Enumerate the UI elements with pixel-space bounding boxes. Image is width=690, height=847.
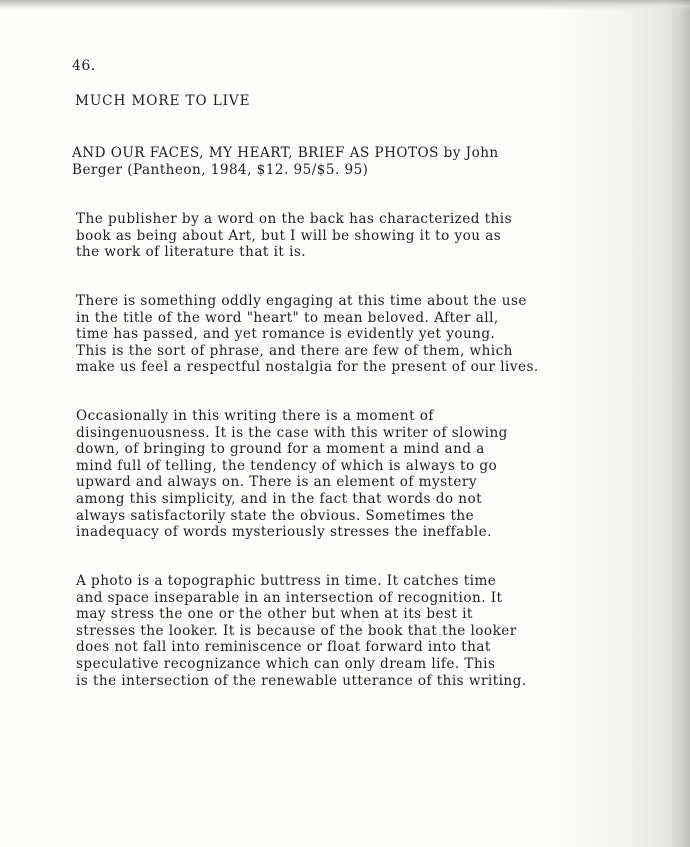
paragraph-line: There is something oddly engaging at this time about the use	[76, 293, 527, 309]
paragraph-line: the work of literature that it is.	[76, 244, 307, 261]
paragraph-line: Occasionally in this writing there is a moment of	[76, 408, 434, 424]
paragraph-line: speculative recognizance which can only dream life. This	[76, 655, 496, 672]
paragraph-line: make us feel a respectful nostalgia for the present of our lives.	[76, 359, 539, 376]
paragraph-line: among this simplicity, and in the fact that words do not	[76, 490, 483, 507]
paragraph-line: stresses the looker. It is because of the book that the looker	[76, 622, 517, 639]
paragraph-line: does not fall into reminiscence or float forward into that	[76, 639, 491, 656]
paragraph-line: is the intersection of the renewable utterance of this writing.	[76, 672, 527, 689]
paragraph-line: mind full of telling, the tendency of which is always to go	[76, 457, 498, 474]
paragraph-line: upward and always on. There is an element of mystery	[76, 474, 477, 491]
paragraph-line: The publisher by a word on the back has characterized this	[76, 211, 512, 227]
paragraph-line: may stress the one or the other but when at its best it	[76, 606, 473, 623]
paragraph-line: time has passed, and yet romance is evidently yet young.	[76, 326, 496, 343]
paragraph-3	[76, 408, 508, 541]
paragraph-2	[76, 293, 539, 376]
page-top-edge	[0, 0, 690, 10]
paragraph-line: disingenuousness. It is the case with this writer of slowing	[76, 424, 508, 441]
paragraph-4	[76, 573, 527, 689]
paragraph-line: inadequacy of words mysteriously stresses the ineffable.	[76, 524, 492, 541]
paragraph-1	[76, 211, 512, 261]
page-number: 46.	[72, 58, 96, 74]
section-heading: MUCH MORE TO LIVE	[75, 93, 251, 109]
citation-line: AND OUR FACES, MY HEART, BRIEF AS PHOTOS by John	[72, 145, 499, 161]
paragraph-line: in the title of the word "heart" to mean beloved. After all,	[76, 309, 499, 326]
book-citation	[72, 145, 499, 178]
citation-line: Berger (Pantheon, 1984, $12. 95/$5. 95)	[72, 161, 369, 178]
paragraph-line: This is the sort of phrase, and there are few of them, which	[76, 342, 513, 359]
paragraph-line: book as being about Art, but I will be showing it to you as	[76, 227, 502, 244]
paragraph-line: A photo is a topographic buttress in time. It catches time	[76, 573, 497, 589]
paragraph-line: down, of bringing to ground for a moment a mind and a	[76, 441, 485, 458]
page-binding-shadow	[664, 0, 690, 847]
paragraph-line: always satisfactorily state the obvious. Sometimes the	[76, 507, 475, 524]
paragraph-line: and space inseparable in an intersection of recognition. It	[76, 589, 503, 606]
